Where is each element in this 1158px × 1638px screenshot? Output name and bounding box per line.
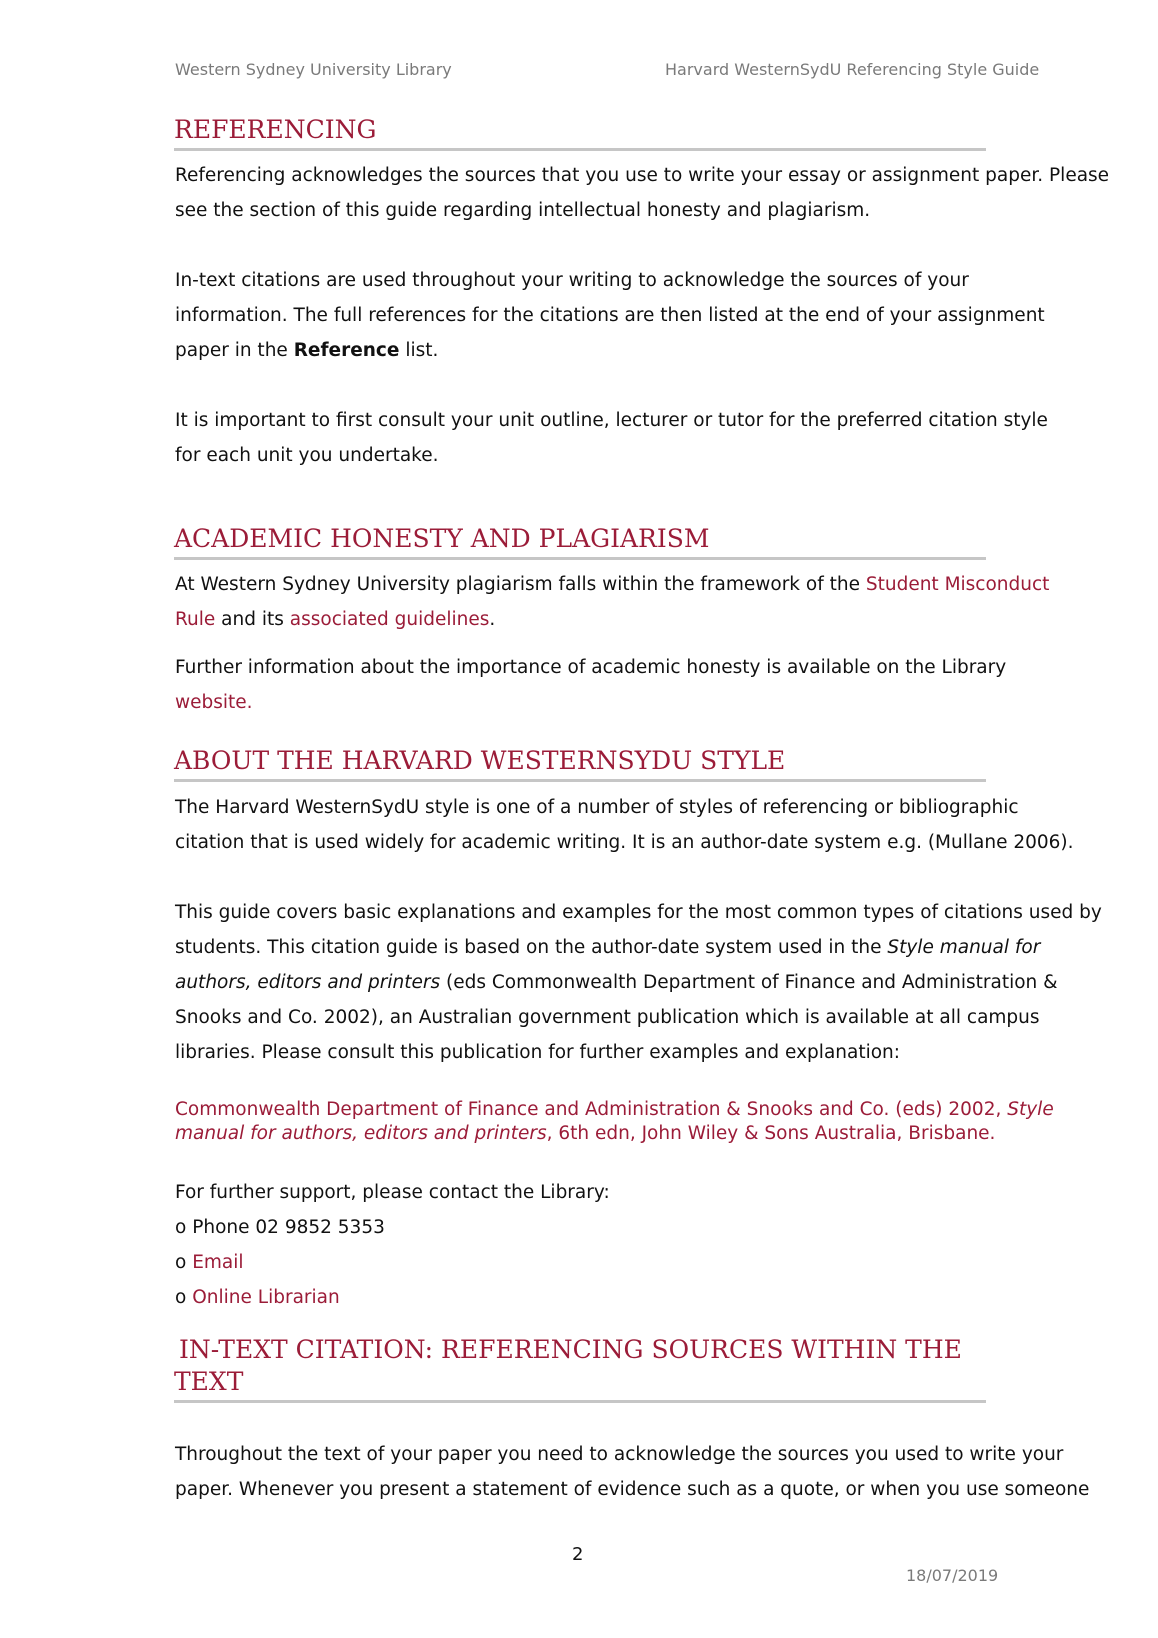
paragraph: Further information about the importance of academic honesty is available on the Library website.: [175, 650, 1006, 720]
list-item: o Email: [175, 1252, 244, 1273]
footer-date: 18/07/2019: [906, 1566, 999, 1585]
header-left: Western Sydney University Library: [175, 60, 452, 79]
paragraph: At Western Sydney University plagiarism falls within the framework of the Student Misconduct Rule and its associated guidelines.: [175, 574, 1050, 630]
style-manual-reference-link[interactable]: Commonwealth Department of Finance and Administration & Snooks and Co. (eds) 2002, Style manual for authors, editors and printers, 6th edn, John Wiley & Sons Australia, Brisbane.: [175, 1099, 1054, 1144]
paragraph: The Harvard WesternSydU style is one of a number of styles of referencing or bibliographic citation that is used widely for academic writing. It is an author-date system e.g. (Mullane 2006).: [175, 797, 1074, 853]
reference-bold: Reference: [293, 340, 400, 361]
paragraph: Referencing acknowledges the sources that you use to write your essay or assignment paper. Please see the section of this guide regarding intellectual honesty and plagiarism.: [175, 165, 1110, 221]
header-right: Harvard WesternSydU Referencing Style Guide: [665, 60, 1040, 79]
library-website-link[interactable]: website.: [175, 692, 253, 713]
paragraph: Throughout the text of your paper you need to acknowledge the sources you used to write your paper. Whenever you present a statement of evidence such as a quote, or when you use someone: [175, 1444, 1090, 1500]
section-heading-academic-honesty: ACADEMIC HONESTY AND PLAGIARISM: [174, 523, 986, 560]
paragraph: It is important to first consult your unit outline, lecturer or tutor for the preferred citation style for each unit you undertake.: [175, 410, 1048, 466]
student-misconduct-rule-link[interactable]: Student Misconduct: [865, 574, 1050, 595]
section-heading-referencing: REFERENCING: [174, 114, 986, 151]
section-heading-about-harvard: ABOUT THE HARVARD WESTERNSYDU STYLE: [174, 745, 986, 782]
associated-guidelines-link[interactable]: associated guidelines: [289, 609, 490, 630]
online-librarian-link[interactable]: Online Librarian: [192, 1287, 340, 1308]
page-number: 2: [572, 1544, 584, 1565]
student-misconduct-rule-link[interactable]: Rule: [175, 609, 216, 630]
email-link[interactable]: Email: [192, 1252, 244, 1273]
paragraph: For further support, please contact the Library: o Phone 02 9852 5353 o Email o Online Librarian: [175, 1175, 610, 1315]
section-heading-in-text-citation: IN-TEXT CITATION: REFERENCING SOURCES WITHIN THE TEXT: [174, 1334, 986, 1403]
paragraph: In-text citations are used throughout your writing to acknowledge the sources of your information. The full references for the citations are then listed at the end of your assignment paper in the Reference list.: [175, 270, 1045, 361]
paragraph: This guide covers basic explanations and examples for the most common types of citations used by students. This citation guide is based on the author-date system used in the Style manual for authors, editors and printers (eds Commonwealth Department of Finance and Administration & Snooks and Co. 2002), an Australian government publication which is available at all campus libraries. Please consult this publication for further examples and explanation:: [175, 902, 1102, 1063]
list-item: o Phone 02 9852 5353: [175, 1217, 385, 1238]
list-item: o Online Librarian: [175, 1287, 340, 1308]
